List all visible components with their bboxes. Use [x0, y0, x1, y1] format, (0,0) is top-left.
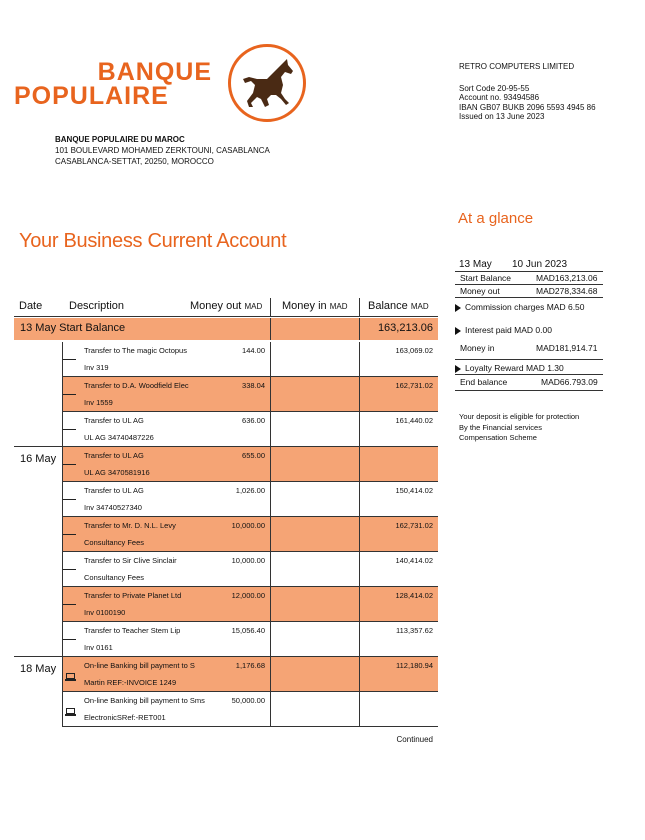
- company-name: RETRO COMPUTERS LIMITED: [459, 62, 575, 71]
- row-divider: [62, 481, 438, 482]
- start-balance-value: 163,213.06: [377, 322, 433, 334]
- money-in-value: MAD181,914.71: [536, 343, 598, 353]
- dash-icon: [63, 604, 76, 605]
- interest-row: [455, 325, 552, 335]
- transaction-description: Transfer to UL AG: [84, 451, 144, 460]
- col-divider: [62, 657, 63, 691]
- transaction-reference: ElectronicSRef:-RET001: [84, 713, 166, 722]
- deposit-note-line: Compensation Scheme: [459, 433, 537, 442]
- bank-address: [55, 134, 270, 167]
- row-divider: [62, 551, 438, 552]
- period-end: 10 Jun 2023: [512, 259, 568, 270]
- date-label: 18 May: [20, 663, 57, 675]
- interest-text: Interest paid MAD 0.00: [465, 325, 552, 335]
- end-balance-label: End balance: [460, 377, 508, 387]
- col-divider: [270, 692, 271, 726]
- transaction-description: Transfer to Private Planet Ltd: [84, 591, 182, 600]
- balance-value: 112,180.94: [396, 661, 433, 670]
- bank-logo-text: [14, 60, 214, 108]
- balance-value: 113,357.62: [396, 626, 433, 635]
- start-balance-value: MAD163,213.06: [536, 273, 598, 283]
- col-divider: [270, 318, 271, 340]
- col-header-balance: [368, 300, 429, 312]
- computer-icon: [66, 708, 75, 714]
- col-header-money-in: [282, 300, 347, 312]
- divider: [455, 284, 603, 285]
- money-out-value: 1,026.00: [235, 486, 265, 495]
- transaction-reference: Inv 1559: [84, 398, 113, 407]
- date-label: 16 May: [20, 453, 57, 465]
- money-out-value: 1,176.68: [235, 661, 265, 670]
- balance-value: 163,069.02: [395, 346, 433, 355]
- col-header-money-out: [190, 300, 262, 312]
- triangle-bullet-icon: [455, 365, 461, 373]
- balance-value: 162,731.02: [395, 521, 433, 530]
- sort-code: Sort Code 20-95-55: [459, 83, 530, 93]
- start-balance-label: Start Balance: [460, 273, 512, 283]
- row-divider: [62, 726, 438, 727]
- dash-icon: [63, 534, 76, 535]
- date-divider: [14, 656, 62, 657]
- transaction-reference: Inv 319: [84, 363, 109, 372]
- currency-label: MAD: [244, 302, 263, 311]
- col-divider: [359, 298, 360, 316]
- logo-line2: POPULAIRE: [14, 82, 169, 110]
- currency-label: MAD: [410, 302, 429, 311]
- col-header-date: Date: [19, 300, 43, 312]
- bank-name: BANQUE POPULAIRE DU MAROC: [55, 135, 185, 144]
- logo-line1: BANQUE: [97, 58, 212, 86]
- bank-address-line1: 101 BOULEVARD MOHAMED ZERKTOUNI, CASABLANCA: [55, 146, 270, 155]
- money-out-label: Money out: [460, 286, 500, 296]
- triangle-bullet-icon: [455, 327, 461, 335]
- col-divider: [270, 587, 271, 621]
- continued-label: Continued: [396, 735, 433, 744]
- col-divider: [359, 692, 360, 726]
- col-divider: [270, 552, 271, 586]
- balance-value: 128,414.02: [395, 591, 433, 600]
- divider: [455, 271, 603, 272]
- deposit-note-line: Your deposit is eligible for protection: [459, 412, 580, 421]
- loyalty-text: Loyalty Reward MAD 1.30: [465, 363, 564, 373]
- dash-icon: [63, 429, 76, 430]
- bank-address-line2: CASABLANCA-SETTAT, 20250, MOROCCO: [55, 157, 214, 166]
- transaction-reference: Martin REF:-INVOICE 1249: [84, 678, 177, 687]
- money-out-value: 12,000.00: [231, 591, 265, 600]
- transaction-reference: Inv 0161: [84, 643, 113, 652]
- transaction-description: Transfer to D.A. Woodfield Elec: [84, 381, 189, 390]
- transaction-description: Transfer to UL AG: [84, 486, 144, 495]
- dash-icon: [63, 394, 76, 395]
- triangle-bullet-icon: [455, 304, 461, 312]
- col-divider: [270, 447, 271, 481]
- divider: [455, 359, 603, 360]
- account-number: Account no. 93494586: [459, 93, 540, 102]
- dash-icon: [63, 569, 76, 570]
- money-out-value: 338.04: [242, 381, 265, 390]
- transaction-reference: UL AG 3470581916: [84, 468, 150, 477]
- computer-icon: [66, 673, 75, 679]
- period-start: 13 May: [459, 259, 492, 270]
- iban: IBAN GB07 BUKB 2096 5593 4945 86: [459, 102, 596, 112]
- row-divider: [62, 411, 438, 412]
- dash-icon: [63, 499, 76, 500]
- balance-value: 140,414.02: [395, 556, 433, 565]
- divider: [455, 374, 603, 375]
- deposit-note-line: By the Financial services: [459, 422, 542, 432]
- col-divider: [359, 447, 360, 481]
- col-divider: [270, 377, 271, 411]
- money-out-value: 50,000.00: [231, 696, 265, 705]
- col-divider: [270, 342, 271, 376]
- dash-icon: [63, 639, 76, 640]
- transaction-reference: Consultancy Fees: [84, 538, 145, 547]
- account-details: [459, 62, 596, 122]
- end-balance-value: MAD66.793.09: [541, 377, 598, 387]
- transaction-description: Transfer to Sir Clive Sinclair: [84, 556, 177, 565]
- col-divider: [270, 412, 271, 446]
- start-balance-label: 13 May Start Balance: [20, 322, 126, 334]
- transaction-description: Transfer to Teacher Stem Lip: [84, 626, 181, 635]
- glance-title: At a glance: [458, 210, 534, 227]
- col-divider: [270, 298, 271, 316]
- money-out-value: 144.00: [242, 346, 265, 355]
- money-out-value: 655.00: [242, 451, 265, 460]
- balance-value: 150,414.02: [395, 486, 433, 495]
- money-out-label: Money out: [190, 300, 242, 312]
- transaction-reference: Inv 34740527340: [84, 503, 142, 512]
- dash-icon: [63, 359, 76, 360]
- money-out-value: 15,056.40: [231, 626, 265, 635]
- commission-text: Commission charges MAD 6.50: [465, 302, 585, 312]
- balance-value: 162,731.02: [395, 381, 433, 390]
- dash-icon: [63, 464, 76, 465]
- divider: [455, 390, 603, 391]
- date-divider: [14, 446, 62, 447]
- money-out-value: MAD278,334.68: [536, 286, 598, 296]
- page-title: Your Business Current Account: [19, 230, 287, 252]
- col-divider: [270, 622, 271, 656]
- row-divider: [62, 691, 438, 692]
- commission-row: [455, 302, 585, 312]
- loyalty-row: [455, 363, 564, 373]
- balance-value: 161,440.02: [395, 416, 433, 425]
- col-divider: [270, 482, 271, 516]
- balance-label: Balance: [368, 300, 408, 312]
- issued-date: Issued on 13 June 2023: [459, 112, 545, 121]
- col-divider: [270, 517, 271, 551]
- transaction-description: On-line Banking bill payment to Sms: [84, 696, 205, 705]
- money-out-value: 636.00: [242, 416, 265, 425]
- transaction-description: Transfer to The magic Octopus: [84, 346, 187, 355]
- money-in-label: Money in: [282, 300, 327, 312]
- horse-icon: [228, 44, 306, 122]
- money-out-value: 10,000.00: [231, 556, 265, 565]
- row-divider: [62, 621, 438, 622]
- col-divider: [270, 657, 271, 691]
- deposit-note: [459, 412, 579, 444]
- money-out-value: 10,000.00: [231, 521, 265, 530]
- divider: [455, 297, 603, 298]
- transaction-reference: Inv 0100190: [84, 608, 126, 617]
- transaction-description: Transfer to UL AG: [84, 416, 144, 425]
- col-header-description: Description: [69, 300, 125, 312]
- transaction-description: On-line Banking bill payment to S: [84, 661, 195, 670]
- header-divider: [14, 316, 438, 317]
- transaction-description: Transfer to Mr. D. N.L. Levy: [84, 521, 176, 530]
- transaction-reference: UL AG 34740487226: [84, 433, 154, 442]
- transaction-reference: Consultancy Fees: [84, 573, 145, 582]
- money-in-label: Money in: [460, 343, 495, 353]
- currency-label: MAD: [329, 302, 348, 311]
- col-divider: [62, 692, 63, 726]
